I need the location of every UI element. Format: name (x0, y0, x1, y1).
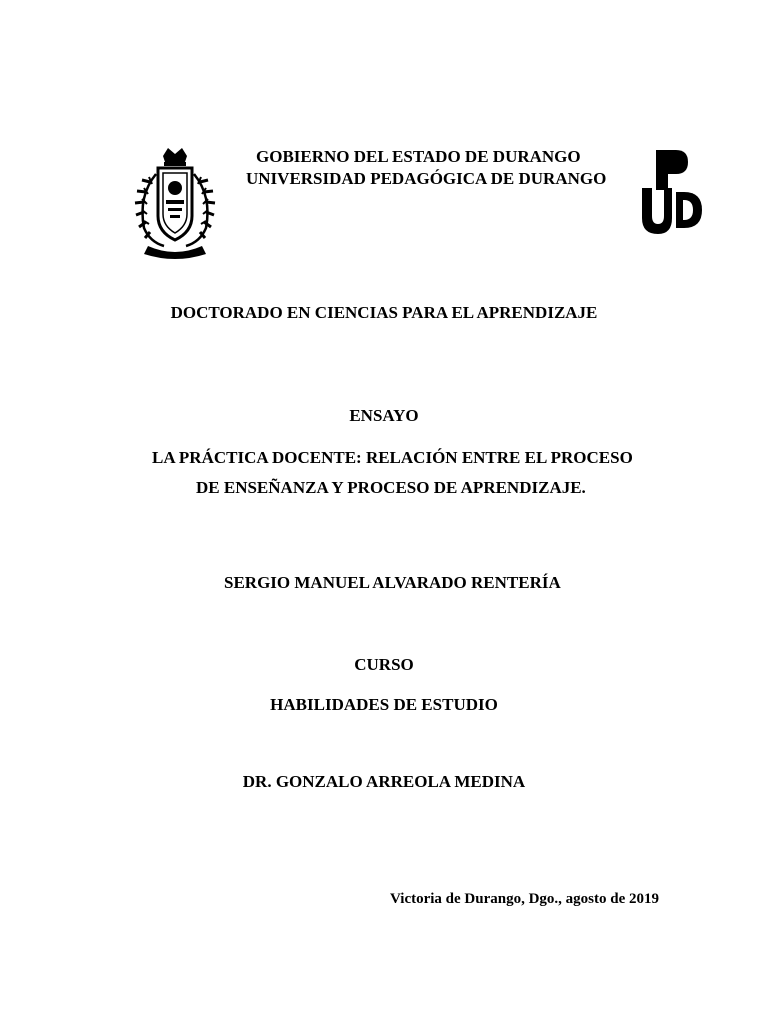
course-label: CURSO (354, 655, 414, 674)
place-date: Victoria de Durango, Dgo., agosto de 2019 (390, 891, 660, 907)
header-university: UNIVERSIDAD PEDAGÓGICA DE DURANGO (246, 169, 607, 188)
header-government: GOBIERNO DEL ESTADO DE DURANGO (256, 147, 581, 166)
instructor-name: DR. GONZALO ARREOLA MEDINA (242, 772, 526, 791)
author-name: SERGIO MANUEL ALVARADO RENTERÍA (224, 573, 561, 592)
upd-logo-icon (638, 146, 704, 236)
essay-title-line2: DE ENSEÑANZA Y PROCESO DE APRENDIZAJE. (196, 478, 586, 497)
state-coat-of-arms-icon (130, 146, 220, 262)
essay-label: ENSAYO (349, 406, 419, 425)
essay-title-line1: LA PRÁCTICA DOCENTE: RELACIÓN ENTRE EL PROCESO (152, 448, 633, 467)
course-name: HABILIDADES DE ESTUDIO (270, 695, 498, 714)
program-title: DOCTORADO EN CIENCIAS PARA EL APRENDIZAJE (170, 303, 598, 322)
